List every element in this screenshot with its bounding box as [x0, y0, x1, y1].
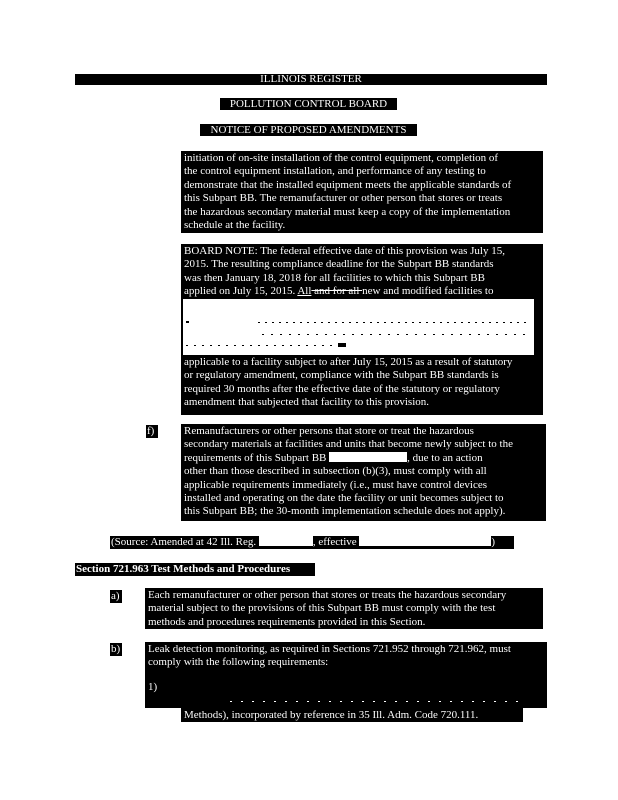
struck-text: and for all — [311, 285, 363, 298]
item-f-paragraph — [181, 424, 546, 521]
text-line: Each remanufacturer or other person that stores or treats the hazardous secondary — [148, 589, 507, 601]
section-heading-text: Section 721.963 Test Methods and Procedures — [76, 563, 291, 575]
text-line: or regulatory amendment, compliance with the Subpart BB standards is — [184, 369, 499, 382]
text-line: was then January 18, 2018 for all facilities to which this Subpart BB — [184, 271, 485, 284]
blank-field — [259, 536, 313, 546]
text-line: the control equipment installation, and performance of any testing to — [184, 165, 486, 178]
source-text: , effective — [312, 536, 357, 548]
notice-title-text: NOTICE OF PROPOSED AMENDMENTS — [210, 124, 407, 136]
text-line: 2015. The resulting compliance deadline for the Subpart BB standards — [184, 258, 494, 271]
board-title — [220, 98, 397, 110]
redaction-speck — [186, 321, 189, 323]
text-line: material subject to the provisions of this Subpart BB must comply with the test — [148, 602, 496, 615]
text-line — [184, 452, 544, 465]
implementation-schedule-paragraph — [181, 151, 543, 233]
text-line: required 30 months after the effective date of the statutory or regulatory — [184, 382, 500, 395]
text-line: secondary materials at facilities and units that become newly subject to the — [184, 438, 513, 451]
text-line: methods and procedures requirements provided in this Section. — [148, 615, 426, 628]
redaction-dots — [258, 322, 528, 323]
text-line: this Subpart BB. The remanufacturer or other person that stores or treats — [184, 192, 503, 205]
item-label-text: a) — [111, 590, 120, 602]
text-line: this Subpart BB; the 30-month implementation schedule does not apply). — [184, 505, 506, 518]
register-title — [75, 74, 547, 85]
inserted-text: All — [297, 285, 312, 298]
blank-field — [329, 452, 407, 462]
item-b-paragraph — [145, 642, 547, 670]
section-heading — [75, 563, 315, 576]
text-line: Leak detection monitoring, as required in Sections 721.952 through 721.962, must — [148, 643, 511, 655]
text-line: amendment that subjected that facility to this provision. — [184, 396, 430, 409]
board-note-continued — [181, 355, 543, 415]
item-a-label — [110, 590, 122, 603]
text-line: the hazardous secondary material must keep a copy of the implementation — [184, 205, 511, 218]
redacted-region — [183, 299, 534, 355]
text-line: applicable requirements immediately (i.e., must have control devices — [184, 478, 488, 491]
sub-item-label: 1) — [148, 681, 158, 693]
text-fragment: new and modified facilities to — [362, 285, 494, 298]
text-line: other than those described in subsection (b)(3), must comply with all — [184, 465, 487, 478]
text-line: initiation of on-site installation of the control equipment, completion of — [184, 152, 499, 164]
source-text: ) — [491, 536, 496, 548]
item-a-paragraph — [145, 588, 543, 629]
blank-field — [359, 536, 491, 546]
redaction-dots — [262, 334, 530, 335]
register-title-text: ILLINOIS REGISTER — [260, 73, 362, 85]
text-line: demonstrate that the installed equipment meets the applicable standards of — [184, 178, 512, 191]
board-title-text: POLLUTION CONTROL BOARD — [229, 98, 388, 110]
source-text: (Source: Amended at 42 Ill. Reg. — [111, 536, 257, 548]
redaction-mark — [338, 343, 346, 347]
item-label-text: b) — [111, 643, 121, 655]
text-line: applicable to a facility subject to after July 15, 2015 as a result of statutory — [184, 356, 513, 368]
text-fragment: , due to an action — [407, 451, 483, 464]
text-line: Remanufacturers or other persons that store or treat the hazardous — [184, 425, 474, 437]
notice-title — [200, 124, 417, 136]
source-note — [110, 536, 514, 549]
item-b-sub1-tail — [181, 708, 523, 722]
redaction-dots — [186, 345, 336, 346]
item-label-text: f) — [147, 425, 155, 437]
text-line: BOARD NOTE: The federal effective date of this provision was July 15, — [184, 245, 505, 257]
text-line: Methods), incorporated by reference in 35 Ill. Adm. Code 720.111. — [184, 709, 479, 721]
text-line — [184, 285, 541, 298]
text-fragment: requirements of this Subpart BB — [184, 451, 327, 464]
item-b-sub1-block — [145, 670, 547, 708]
text-fragment: applied on July 15, 2015. — [184, 285, 298, 298]
item-b-label — [110, 643, 122, 656]
item-f-label — [146, 425, 158, 438]
text-line: schedule at the facility. — [184, 218, 286, 231]
text-line: comply with the following requirements: — [148, 656, 329, 669]
text-line: installed and operating on the date the facility or unit becomes subject to — [184, 491, 504, 504]
redaction-dots — [230, 701, 525, 702]
